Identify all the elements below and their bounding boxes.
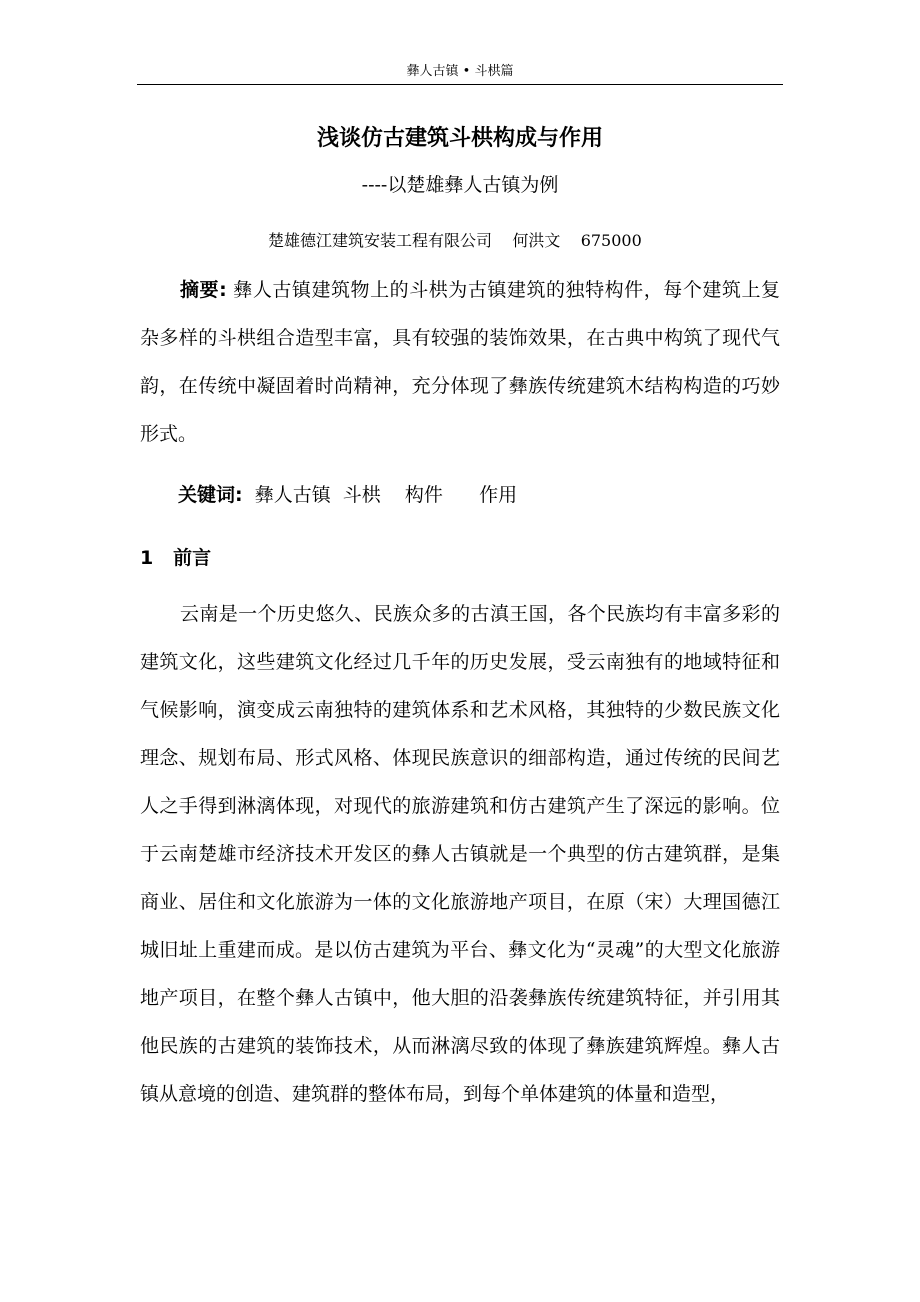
header-rule bbox=[137, 84, 783, 85]
keywords bbox=[178, 478, 517, 512]
abstract-text: 彝人古镇建筑物上的斗栱为古镇建筑的独特构件，每个建筑上复杂多样的斗栱组合造型丰富，具有较强的装饰效果，在古典中构筑了现代气韵，在传统中凝固着时尚精神，充分体现了彝族传统建筑木结构构造的巧妙形式。 bbox=[140, 279, 780, 445]
document-title: 浅谈仿古建筑斗栱构成与作用 bbox=[316, 126, 603, 151]
abstract-label: 摘要: bbox=[180, 279, 227, 301]
keywords-text: 彝人古镇 斗栱 构件 作用 bbox=[242, 484, 518, 506]
keywords-label: 关键词: bbox=[178, 484, 243, 506]
abstract bbox=[140, 266, 780, 458]
author-line: 楚雄德江建筑安装工程有限公司 何洪文 675000 bbox=[268, 231, 642, 250]
document-subtitle: ----以楚雄彝人古镇为例 bbox=[361, 174, 559, 196]
section-heading: 1 前言 bbox=[140, 547, 212, 569]
running-header: 彝人古镇 • 斗栱篇 bbox=[406, 64, 514, 79]
body-paragraph: 云南是一个历史悠久、民族众多的古滇王国，各个民族均有丰富多彩的建筑文化，这些建筑文化经过几千年的历史发展，受云南独有的地域特征和气候影响，演变成云南独特的建筑体系和艺术风格，其独特的少数民族文化理念、规划布局、形式风格、体现民族意识的细部构造，通过传统的民间艺人之手得到淋漓体现，对现代的旅游建筑和仿古建筑产生了深远的影响。位于云南楚雄市经济技术开发区的彝人古镇就是一个典型的仿古建筑群，是集商业、居住和文化旅游为一体的文化旅游地产项目，在原（宋）大理国德江城旧址上重建而成。是以仿古建筑为平台、彝文化为“灵魂”的大型文化旅游地产项目，在整个彝人古镇中，他大胆的沿袭彝族传统建筑特征，并引用其他民族的古建筑的装饰技术，从而淋漓尽致的体现了彝族建筑辉煌。彝人古镇从意境的创造、建筑群的整体布局，到每个单体建筑的体量和造型， bbox=[140, 603, 780, 1105]
